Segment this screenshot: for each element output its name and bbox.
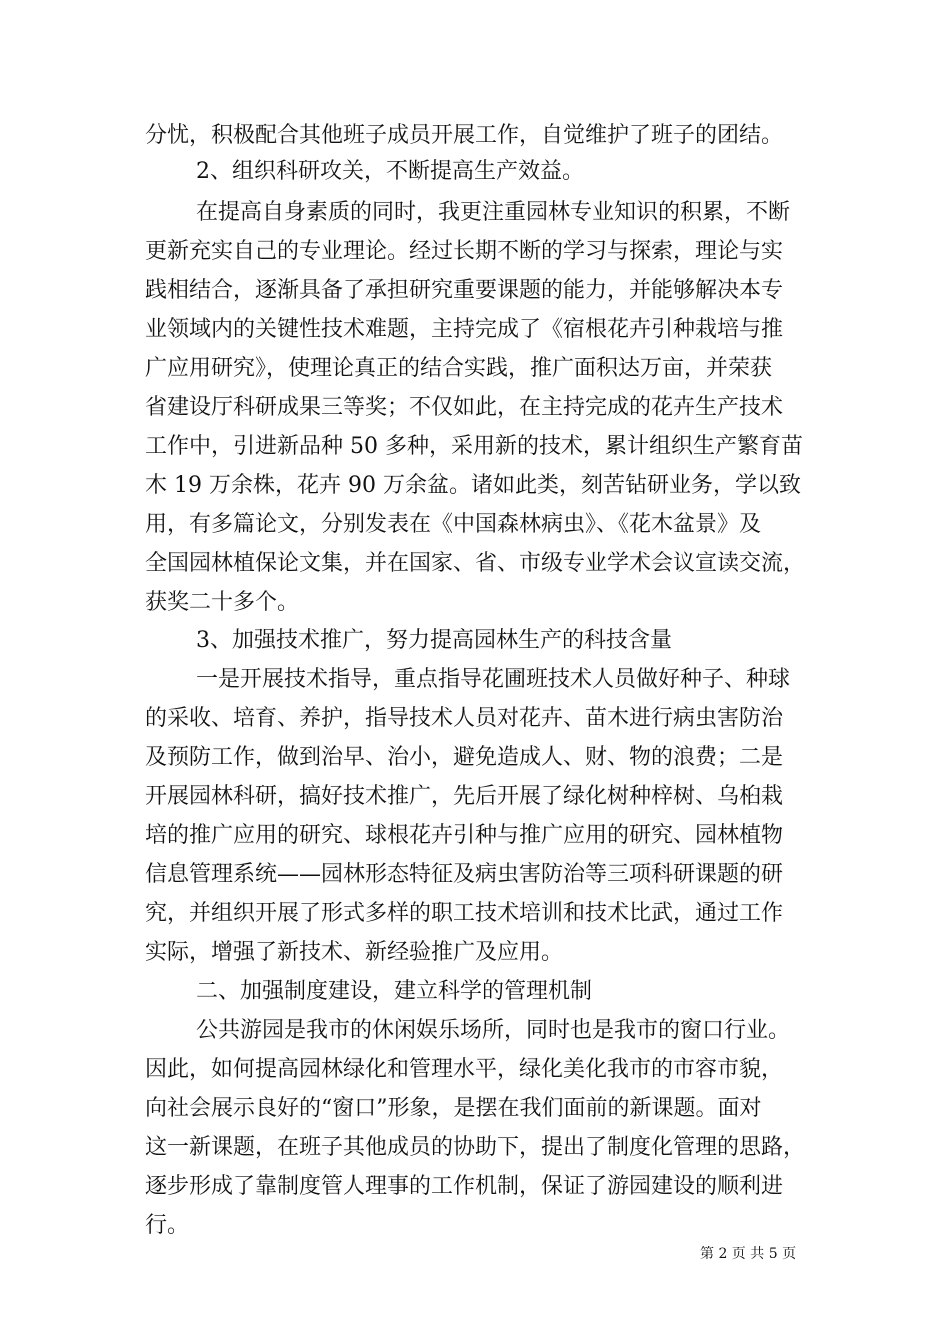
text-line: 逐步形成了靠制度管人理事的工作机制，保证了游园建设的顺利进: [145, 1174, 784, 1199]
text-line: 用，有多篇论文，分别发表在《中国森林病虫》、《花木盆景》及: [145, 512, 762, 537]
page-number: 第 2 页 共 5 页: [700, 1246, 797, 1262]
text-line: 省建设厅科研成果三等奖；不仅如此，在主持完成的花卉生产技术: [145, 395, 784, 420]
section-heading: 二、加强制度建设，建立科学的管理机制: [196, 979, 593, 1004]
text-line: 这一新课题，在班子其他成员的协助下，提出了制度化管理的思路，: [145, 1135, 806, 1160]
text-line: 分忧，积极配合其他班子成员开展工作，自觉维护了班子的团结。: [145, 123, 784, 148]
text-line: 公共游园是我市的休闲娱乐场所，同时也是我市的窗口行业。: [196, 1018, 791, 1043]
text-line: 一是开展技术指导，重点指导花圃班技术人员做好种子、种球: [196, 667, 791, 692]
text-line: 实际，增强了新技术、新经验推广及应用。: [145, 940, 564, 965]
section-heading: 3、加强技术推广，努力提高园林生产的科技含量: [196, 628, 672, 653]
text-line: 究，并组织开展了形式多样的职工技术培训和技术比武，通过工作: [145, 901, 784, 926]
text-line: 获奖二十多个。: [145, 590, 300, 615]
text-line: 广应用研究》，使理论真正的结合实践，推广面积达万亩，并荣获: [145, 356, 773, 381]
text-line: 木 19 万余株，花卉 90 万余盆。诸如此类，刻苦钻研业务，学以致: [145, 473, 801, 498]
text-line: 践相结合，逐渐具备了承担研究重要课题的能力，并能够解决本专: [145, 278, 784, 303]
text-line: 向社会展示良好的“窗口”形象，是摆在我们面前的新课题。面对: [145, 1096, 762, 1121]
text-line: 工作中，引进新品种 50 多种，采用新的技术，累计组织生产繁育苗: [145, 434, 803, 459]
section-heading: 2、组织科研攻关，不断提高生产效益。: [196, 159, 584, 184]
text-line: 及预防工作，做到治早、治小，避免造成人、财、物的浪费；二是: [145, 745, 784, 770]
text-line: 因此，如何提高园林绿化和管理水平，绿化美化我市的市容市貌，: [145, 1057, 784, 1082]
text-line: 在提高自身素质的同时，我更注重园林专业知识的积累，不断: [196, 200, 791, 225]
text-line: 的采收、培育、养护，指导技术人员对花卉、苗木进行病虫害防治: [145, 706, 784, 731]
text-line: 行。: [145, 1213, 190, 1238]
text-line: 开展园林科研，搞好技术推广，先后开展了绿化树种梓树、乌桕栽: [145, 784, 784, 809]
text-line: 更新充实自己的专业理论。经过长期不断的学习与探索，理论与实: [145, 239, 784, 264]
text-line: 全国园林植保论文集，并在国家、省、市级专业学术会议宣读交流，: [145, 551, 806, 576]
text-line: 业领域内的关键性技术难题，主持完成了《宿根花卉引种栽培与推: [145, 317, 784, 342]
text-line: 信息管理系统——园林形态特征及病虫害防治等三项科研课题的研: [145, 862, 784, 887]
text-line: 培的推广应用的研究、球根花卉引种与推广应用的研究、园林植物: [145, 823, 784, 848]
